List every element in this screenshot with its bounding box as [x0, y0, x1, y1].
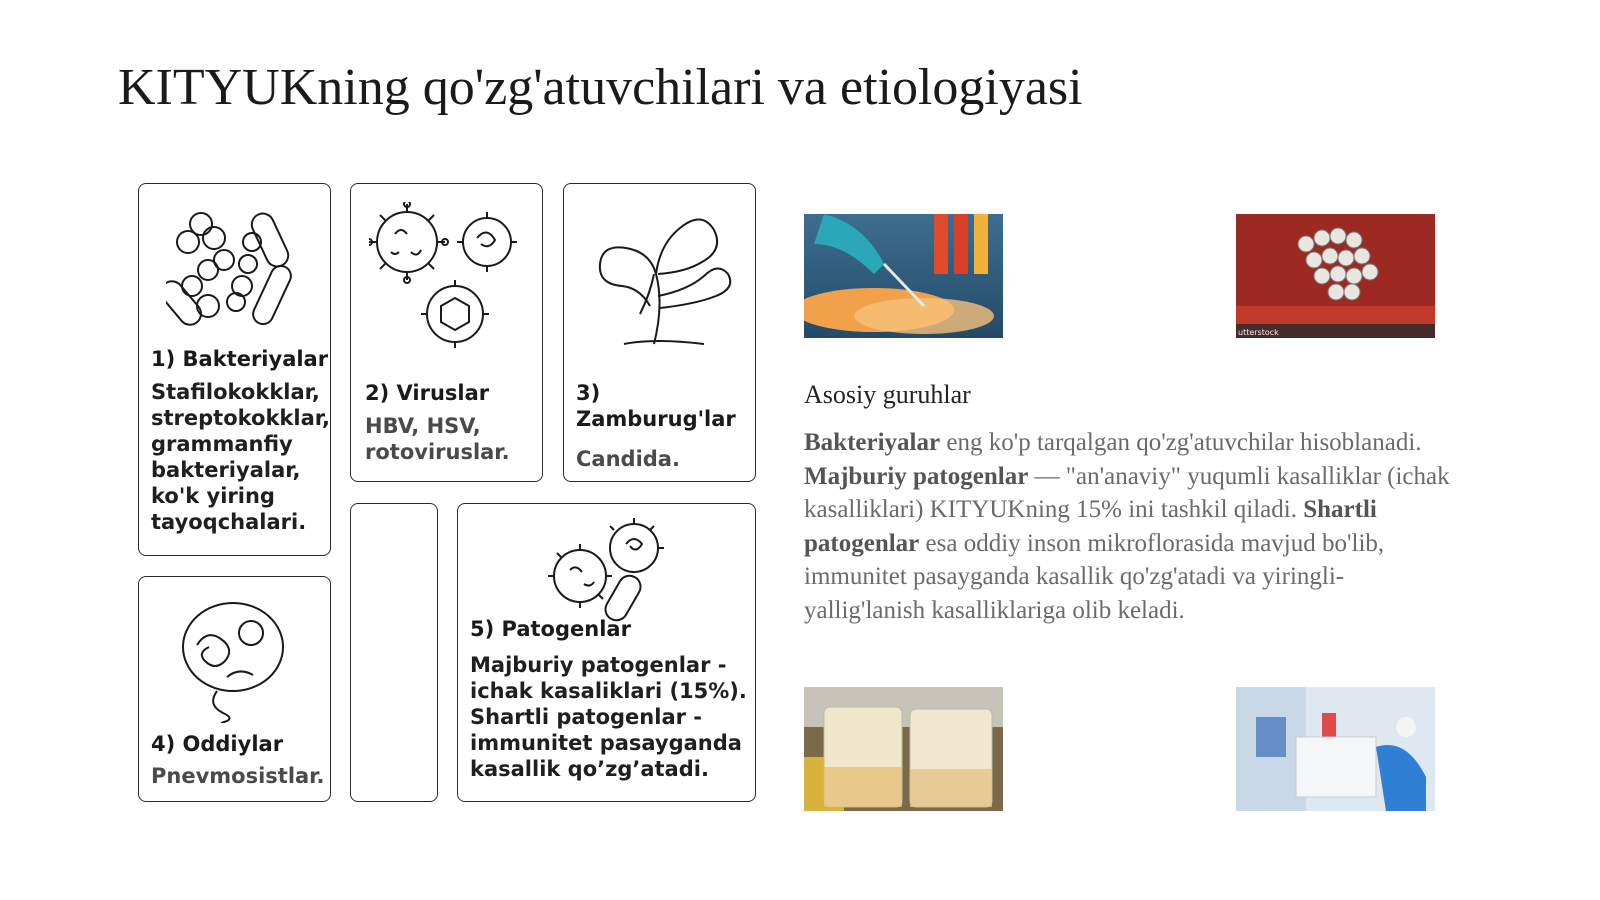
slide-title: KITYUKning qo'zg'atuvchilari va etiologiyasi	[118, 59, 1083, 116]
description-paragraph	[804, 426, 1464, 627]
card-empty	[350, 503, 438, 802]
card-pathogens-heading: 5) Patogenlar	[470, 617, 631, 641]
bacteria-icon	[166, 202, 306, 342]
card-bacteria	[138, 183, 331, 556]
lab-photo-researcher	[1236, 687, 1435, 811]
card-pathogens-text: Majburiy patogenlar - ichak kasaliklari (15%). Shartli patogenlar - immunitet pasayganda kasallik qo’zg’atadi.	[470, 653, 747, 781]
card-protozoa-text: Pnevmosistlar.	[151, 764, 325, 788]
text-part-2: — "an'anaviy" yuqumli kasalliklar (ichak kasalliklari) KITYUKning 15% ini tashkil qiladi.	[804, 462, 1450, 523]
virus-icon	[369, 202, 529, 352]
card-fungi-heading: 3) Zamburug'lar	[576, 381, 736, 431]
card-viruses	[350, 183, 543, 482]
card-fungi	[563, 183, 756, 482]
section-subtitle: Asosiy guruhlar	[804, 380, 971, 409]
card-protozoa	[138, 576, 331, 802]
card-protozoa-heading: 4) Oddiylar	[151, 732, 284, 756]
card-bacteria-text: Stafilokokklar, streptokokklar, grammanfiy bakteriyalar, ko'k yiring tayoqchalari.	[151, 380, 331, 534]
card-fungi-text: Candida.	[576, 447, 680, 471]
card-viruses-heading: 2) Viruslar	[365, 381, 490, 405]
text-part-3: esa oddiy inson mikroflorasida mavjud bo'lib, immunitet pasayganda kasallik qo'zg'atadi va yiringli-yallig'lanish kasalliklariga olib keladi.	[804, 529, 1385, 624]
card-bacteria-heading: 1) Bakteriyalar	[151, 347, 329, 371]
protozoa-icon	[177, 593, 297, 723]
fungus-icon	[594, 204, 734, 354]
pathogen-icon	[542, 514, 672, 624]
lab-photo-petri-dish	[804, 214, 1003, 338]
lab-photo-culture-containers	[804, 687, 1003, 811]
bold-obligate-pathogens: Majburiy patogenlar	[804, 462, 1029, 490]
lab-photo-test-tubes	[1236, 214, 1435, 338]
card-viruses-text: HBV, HSV, rotoviruslar.	[365, 414, 510, 464]
bold-bacteria: Bakteriyalar	[804, 429, 941, 456]
bold-conditional-pathogens: Shartli patogenlar	[804, 496, 1377, 557]
text-part-1: eng ko'p tarqalgan qo'zg'atuvchilar hisoblanadi.	[940, 429, 1422, 456]
photo-watermark: utterstock	[1238, 328, 1279, 337]
card-pathogens	[457, 503, 756, 802]
